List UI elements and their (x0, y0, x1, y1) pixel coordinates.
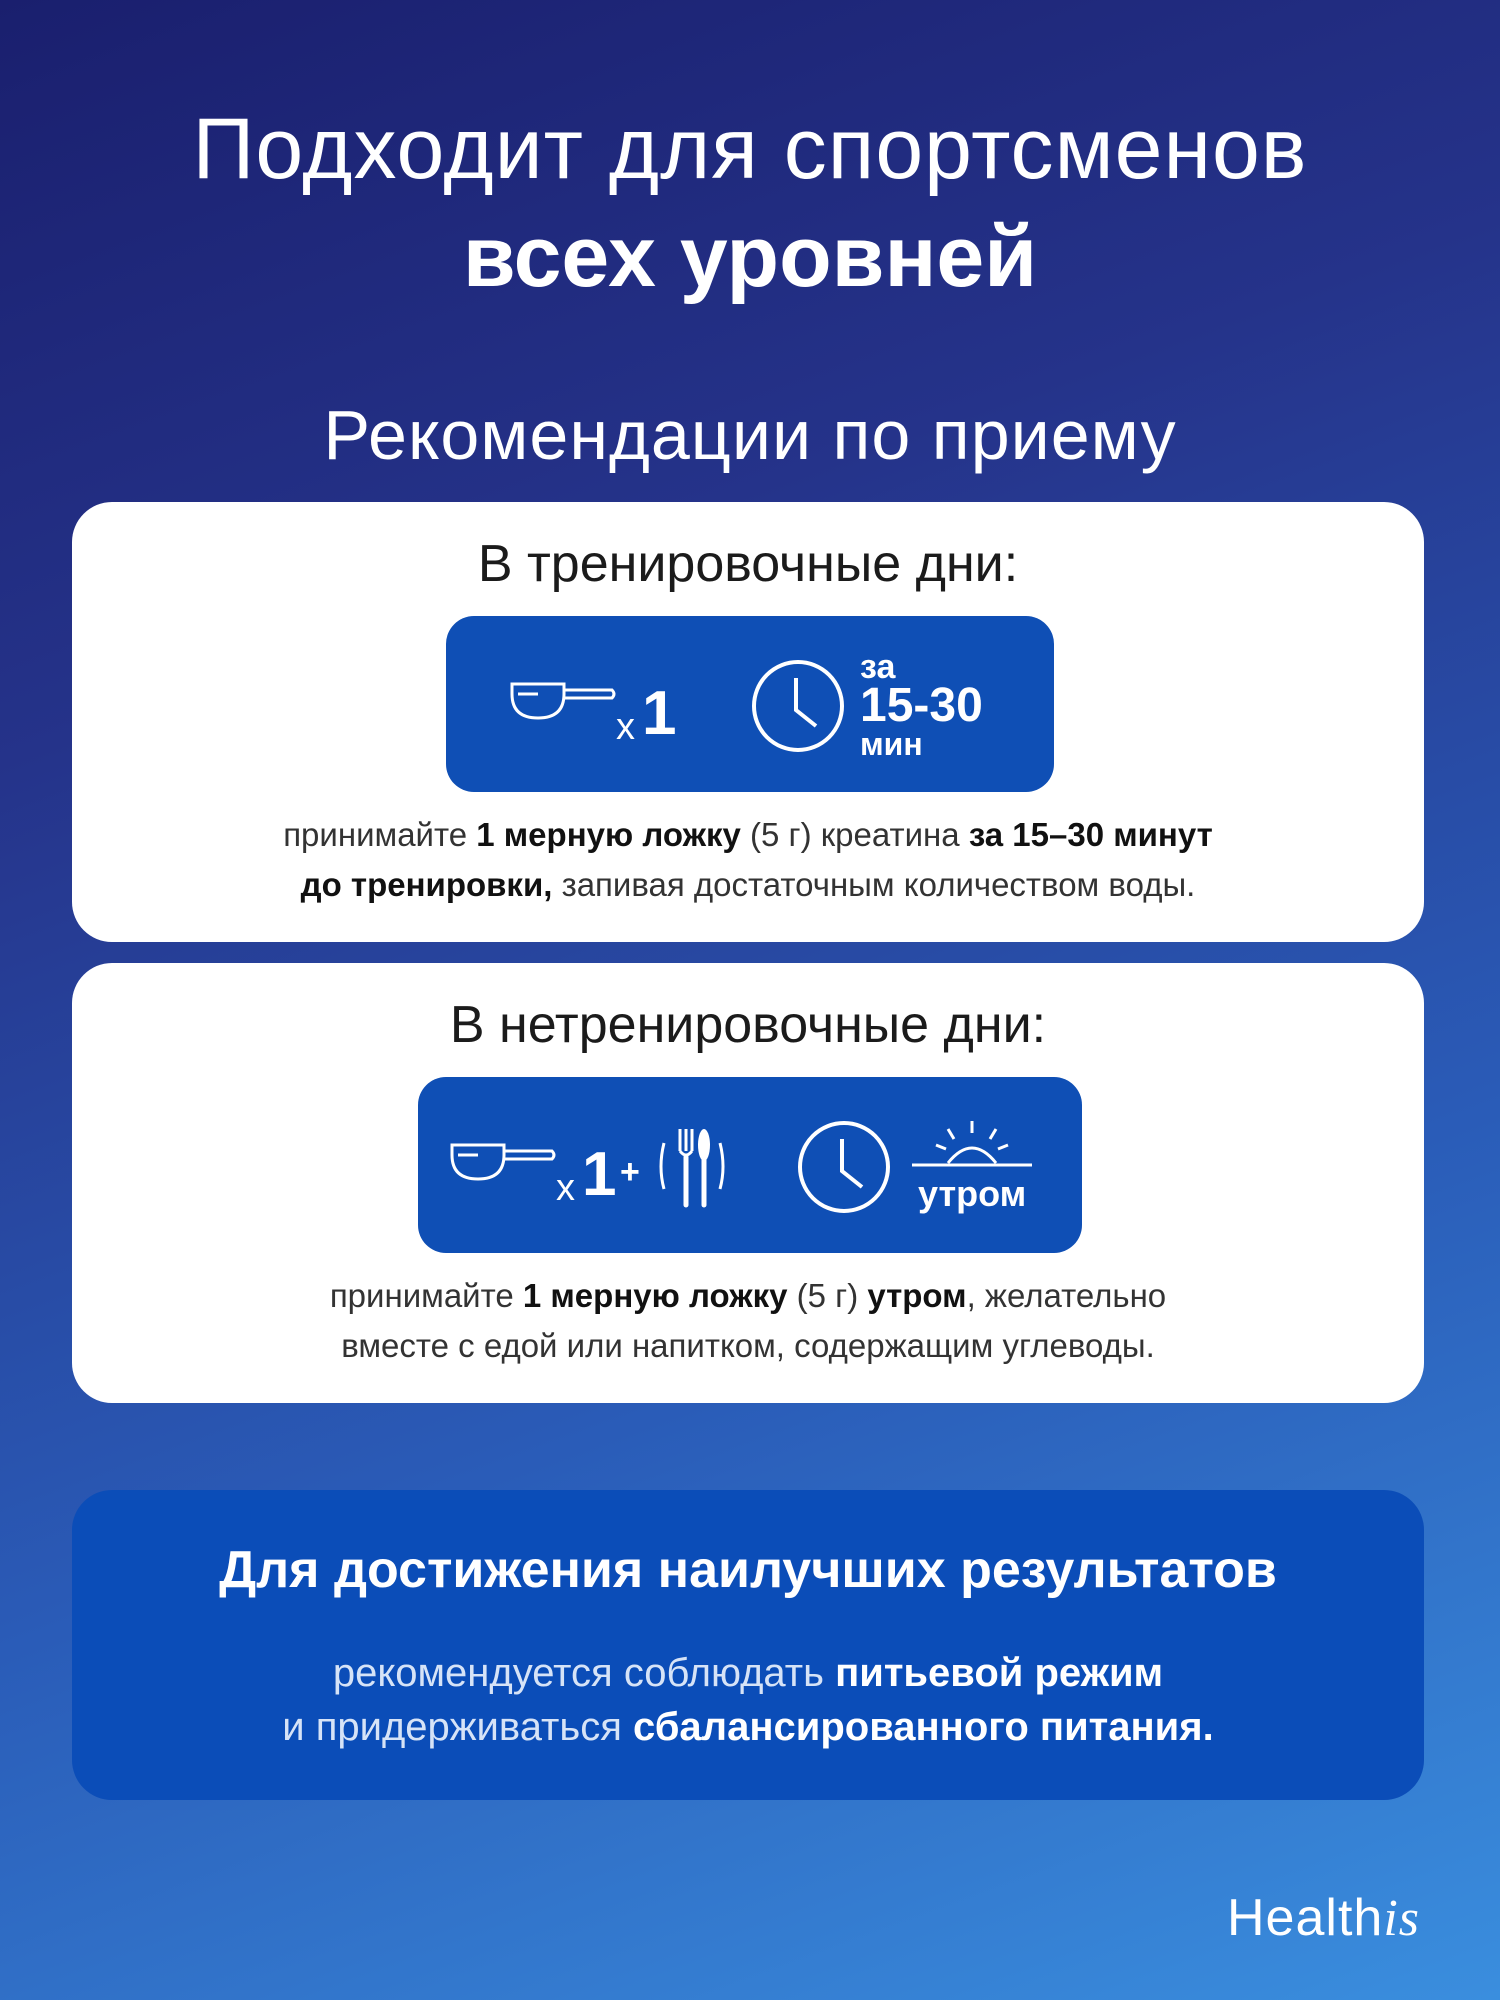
rest-instructions (72, 1271, 1424, 1371)
brand-logo (1227, 1888, 1420, 1948)
rest-multiplier: x (556, 1167, 575, 1209)
best-results-box (72, 1490, 1424, 1800)
best-results-text (72, 1646, 1424, 1754)
section-subtitle: Рекомендации по приему (323, 396, 1177, 474)
rest-days-title: В нетренировочные дни: (449, 996, 1047, 1054)
sunrise-icon (908, 1113, 1036, 1169)
rest-bold-2: утром (867, 1277, 967, 1314)
training-text-3: запивая достаточным количеством воды. (552, 866, 1196, 903)
training-days-card (72, 502, 1424, 942)
training-days-title: В тренировочные дни: (477, 535, 1019, 593)
training-instructions (72, 810, 1424, 910)
best-results-title: Для достижения наилучших результатов (219, 1541, 1277, 1599)
scoop-icon (448, 1137, 558, 1187)
training-time-unit: мин (860, 726, 923, 762)
training-multiplier: x (616, 706, 635, 748)
final-text-1: рекомендуется соблюдать (332, 1651, 836, 1695)
rest-days-card (72, 963, 1424, 1403)
training-bold-2: за 15–30 минут (968, 816, 1213, 853)
headline-line-2: всех уровней (462, 209, 1038, 305)
training-bold-3: до тренировки, (300, 866, 553, 903)
rest-count: 1 (582, 1140, 617, 1209)
clock-icon (794, 1117, 894, 1217)
rest-text-2: (5 г) (787, 1277, 868, 1314)
training-time-prefix: за (860, 648, 896, 686)
final-bold-1: питьевой режим (835, 1651, 1164, 1695)
training-time-range: 15-30 (860, 679, 983, 732)
clock-icon (748, 656, 848, 756)
rest-dosage-pill (418, 1077, 1082, 1253)
training-dosage-pill (446, 616, 1054, 792)
rest-text-1: принимайте (329, 1277, 523, 1314)
cutlery-icon (656, 1123, 728, 1209)
final-bold-2: сбалансированного питания. (633, 1705, 1214, 1749)
rest-plus: + (620, 1153, 640, 1191)
training-text-2: (5 г) креатина (740, 816, 969, 853)
rest-morning: утром (918, 1173, 1027, 1214)
headline-line-1: Подходит для спортсменов (192, 101, 1308, 197)
headline (0, 95, 1500, 311)
brand-main: Health (1227, 1889, 1384, 1947)
brand-accent: is (1383, 1890, 1420, 1947)
scoop-icon (508, 676, 618, 726)
rest-text-3: , желательно (966, 1277, 1167, 1314)
rest-bold-1: 1 мерную ложку (522, 1277, 788, 1314)
training-count: 1 (642, 679, 677, 748)
rest-text-4: вместе с едой или напитком, содержащим углеводы. (341, 1327, 1155, 1364)
final-text-2: и придерживаться (282, 1705, 633, 1749)
training-bold-1: 1 мерную ложку (476, 816, 741, 853)
training-text-1: принимайте (283, 816, 477, 853)
